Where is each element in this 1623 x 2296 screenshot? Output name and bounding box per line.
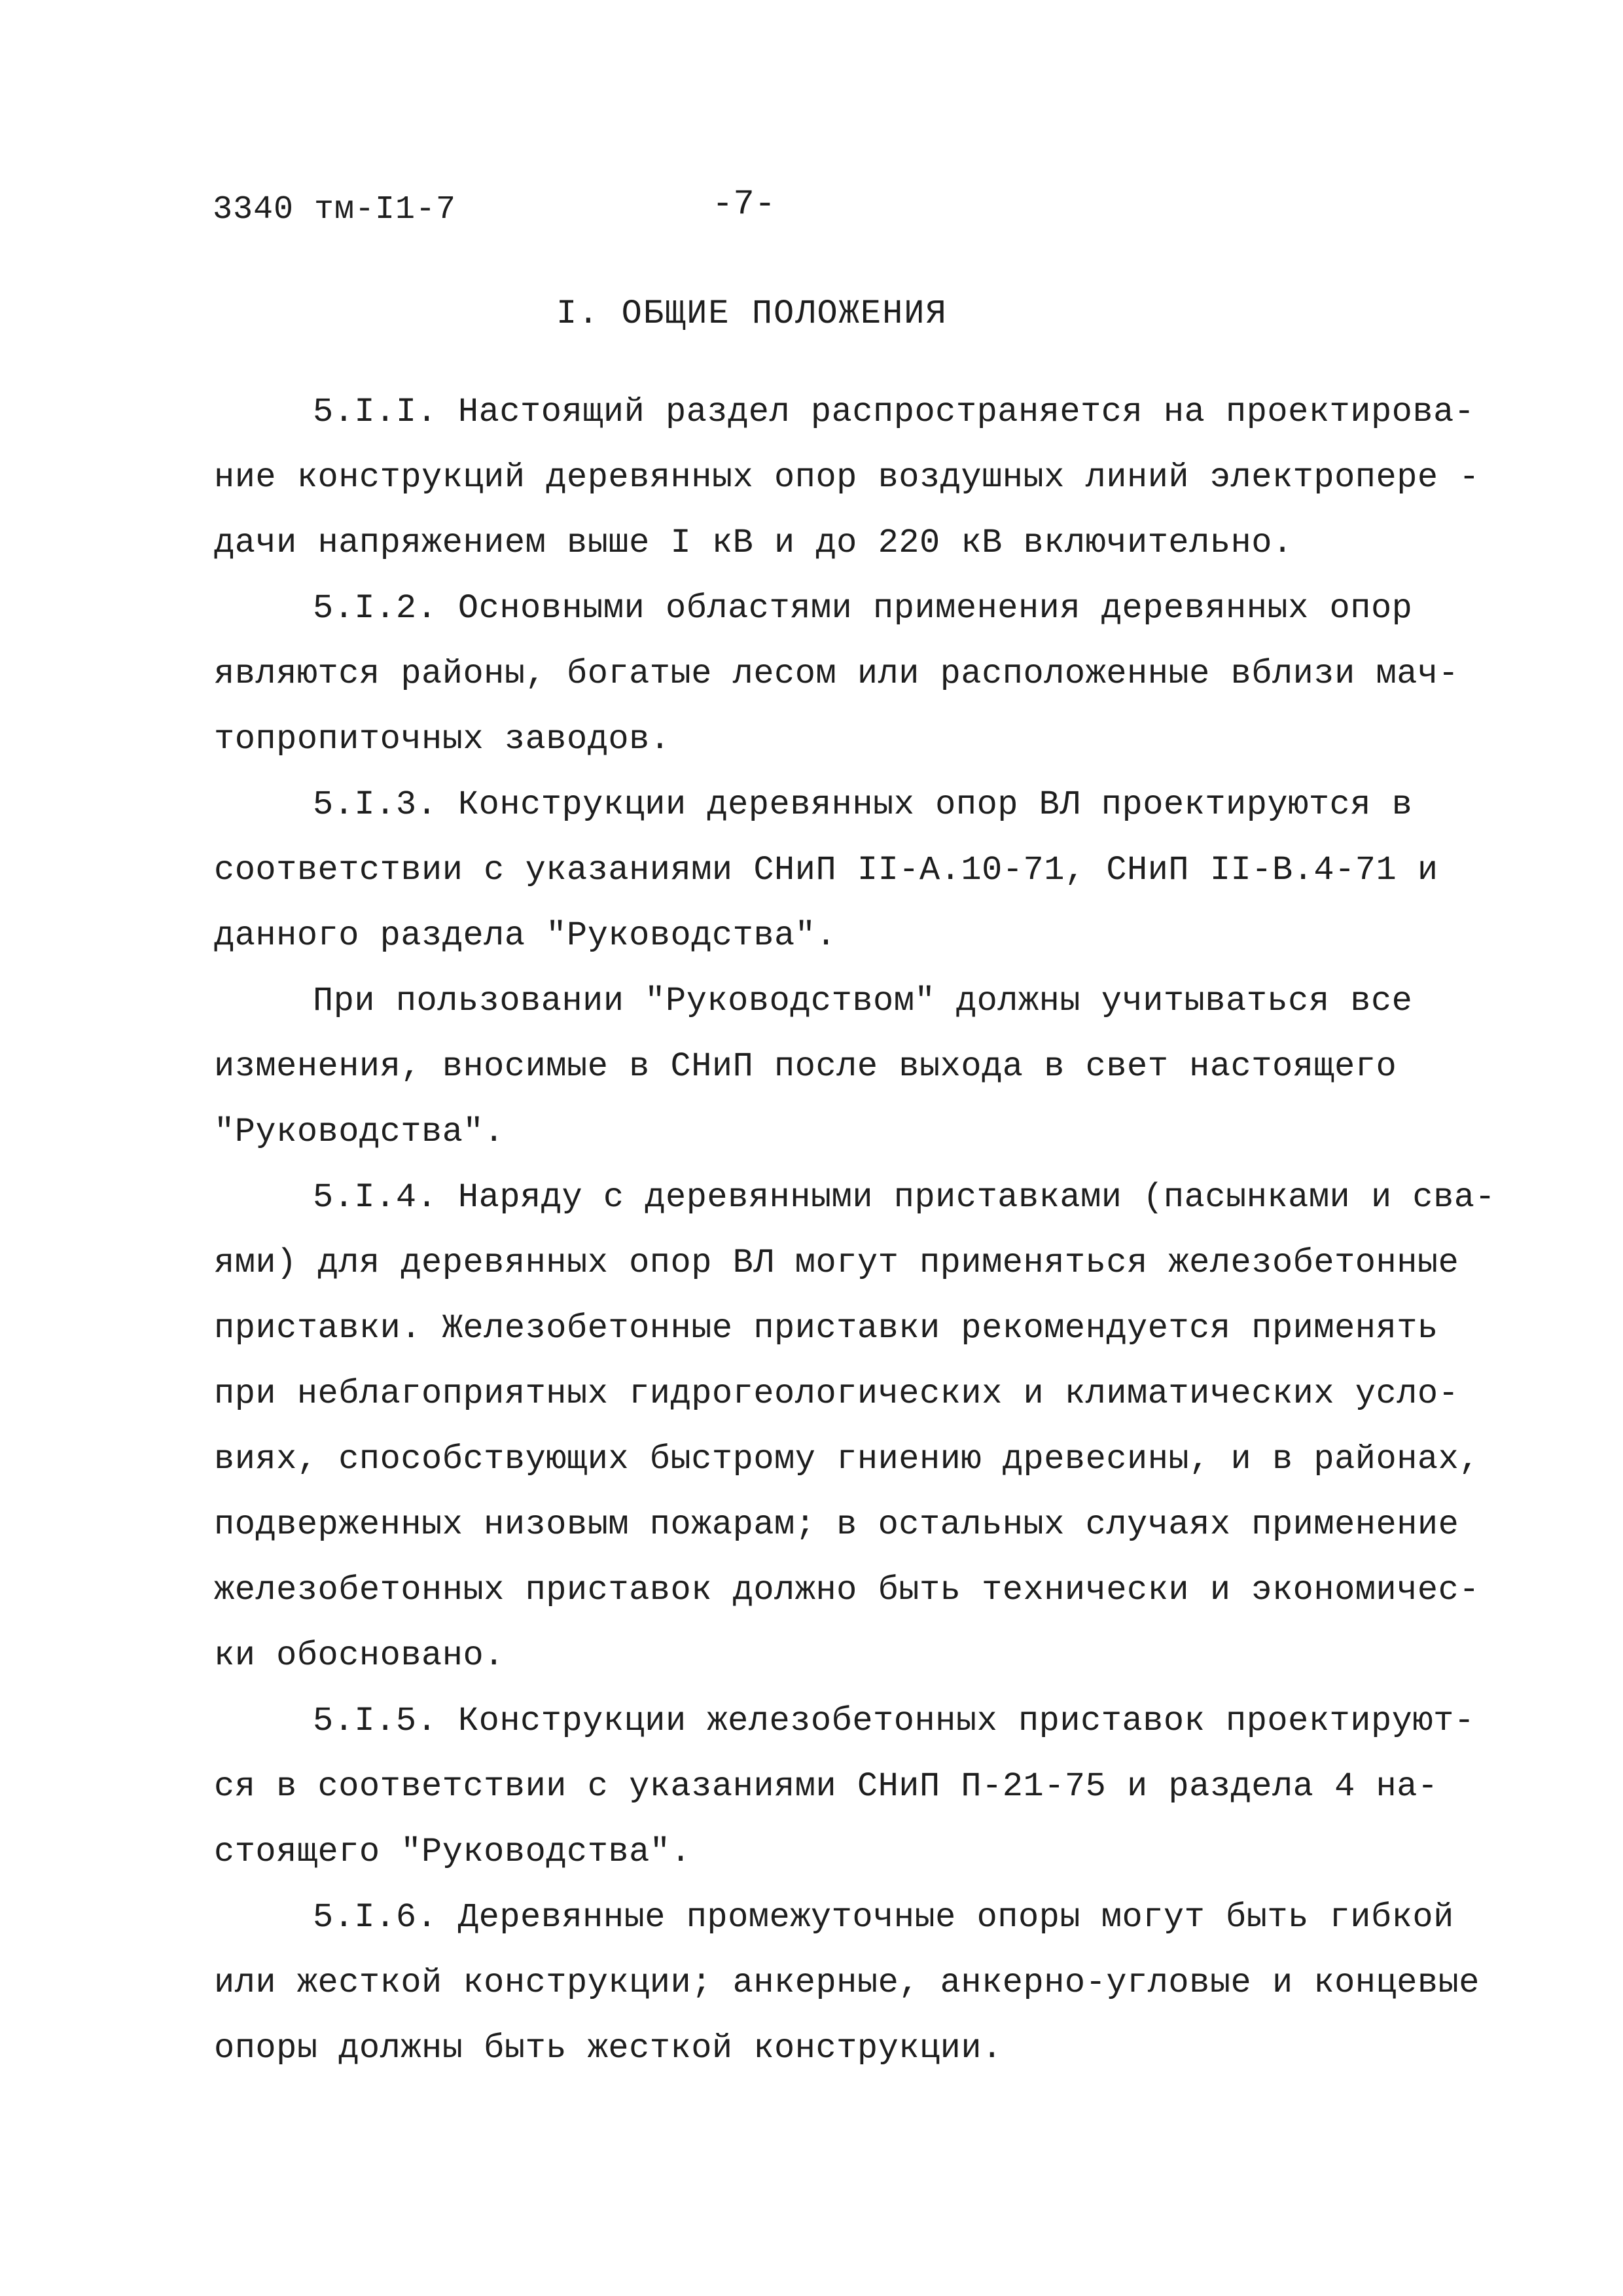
text-line: ки обосновано. — [214, 1636, 505, 1675]
text-line: ся в соответствии с указаниями СНиП П-21-75 и раздела 4 на- — [214, 1767, 1438, 1806]
text-line: при неблагоприятных гидрогеологических и климатических усло- — [214, 1374, 1459, 1413]
text-line: ями) для деревянных опор ВЛ могут применяться железобетонные — [214, 1244, 1459, 1282]
text-line: "Руководства". — [214, 1113, 505, 1151]
page-number: -7- — [712, 185, 776, 224]
text-line: 5.I.I. Настоящий раздел распространяется на проектирова- — [313, 393, 1475, 431]
text-line: железобетонных приставок должно быть технически и экономичес- — [214, 1571, 1480, 1609]
text-line: дачи напряжением выше I кВ и до 220 кВ включительно. — [214, 524, 1293, 562]
text-line: или жесткой конструкции; анкерные, анкерно-угловые и концевые — [214, 1964, 1480, 2002]
text-line: 5.I.6. Деревянные промежуточные опоры могут быть гибкой — [313, 1898, 1454, 1937]
section-title: I. ОБЩИЕ ПОЛОЖЕНИЯ — [556, 295, 948, 333]
text-line: 5.I.3. Конструкции деревянных опор ВЛ проектируются в — [313, 785, 1413, 824]
text-line: опоры должны быть жесткой конструкции. — [214, 2029, 1003, 2068]
text-line: изменения, вносимые в СНиП после выхода в свет настоящего — [214, 1047, 1397, 1086]
document-code: 3340 тм-I1-7 — [213, 191, 457, 228]
text-line: 5.I.5. Конструкции железобетонных приставок проектируют- — [313, 1702, 1475, 1740]
text-line: являются районы, богатые лесом или расположенные вблизи мач- — [214, 655, 1459, 693]
text-line: виях, способствующих быстрому гниению древесины, и в районах, — [214, 1440, 1480, 1479]
text-line: При пользовании "Руководством" должны учитываться все — [313, 982, 1413, 1020]
text-line: 5.I.4. Наряду с деревянными приставками (пасынками и сва- — [313, 1178, 1496, 1217]
text-line: подверженных низовым пожарам; в остальных случаях применение — [214, 1505, 1459, 1544]
text-line: топропиточных заводов. — [214, 720, 671, 759]
text-line: данного раздела "Руководства". — [214, 916, 837, 955]
text-line: ние конструкций деревянных опор воздушных линий электропере - — [214, 458, 1480, 497]
text-line: соответствии с указаниями СНиП II-А.10-71, СНиП II-В.4-71 и — [214, 851, 1438, 889]
text-line: приставки. Железобетонные приставки рекомендуется применять — [214, 1309, 1438, 1348]
text-line: стоящего "Руководства". — [214, 1833, 692, 1871]
text-line: 5.I.2. Основными областями применения деревянных опор — [313, 589, 1413, 628]
